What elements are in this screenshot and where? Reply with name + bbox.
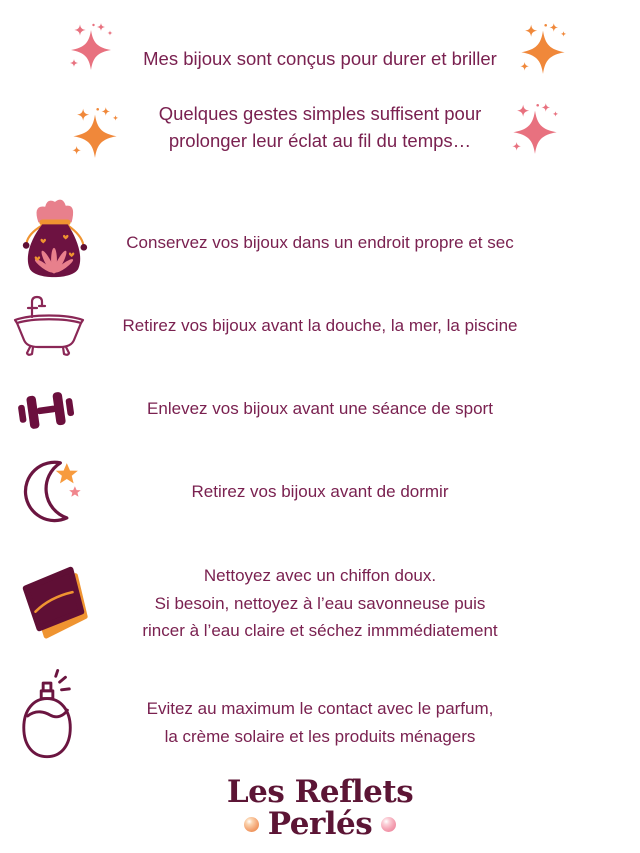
tip-storage [0,229,640,257]
tip-sleep [0,478,640,506]
subheadline [0,100,640,154]
tip-line: Retirez vos bijoux avant la douche, la mer, la piscine [122,316,518,335]
pearl-orange-icon [244,817,259,832]
tip-line: Enlevez vos bijoux avant une séance de sport [147,399,493,418]
tip-water [0,312,640,340]
tip-line: Si besoin, nettoyez à l’eau savonneuse puis [154,593,486,613]
tip-sport [0,395,640,423]
brand-name-word: Perlés [267,806,373,842]
subheadline-line-2: prolonger leur éclat au fil du temps… [168,130,472,151]
tip-line: Retirez vos bijoux avant de dormir [191,482,449,501]
pearl-pink-icon [381,817,396,832]
tip-line: Nettoyez avec un chiffon doux. [203,566,437,585]
tip-line: Evitez au maximum le contact avec le parfum, [146,699,494,718]
subheadline-line-1: Quelques gestes simples suffisent pour [158,103,482,124]
brand-logo [0,776,640,841]
brand-name-line-2 [244,808,397,841]
tip-cleaning [0,562,640,645]
tip-line: la crème solaire et les produits ménagers [164,726,476,746]
tip-line: rincer à l’eau claire et séchez immmédiatement [142,621,498,640]
brand-name-line-1: Les Reflets [226,774,414,810]
headline: Mes bijoux sont conçus pour durer et briller [143,48,497,69]
tip-line: Conservez vos bijoux dans un endroit propre et sec [126,233,514,252]
tip-products [0,695,640,750]
